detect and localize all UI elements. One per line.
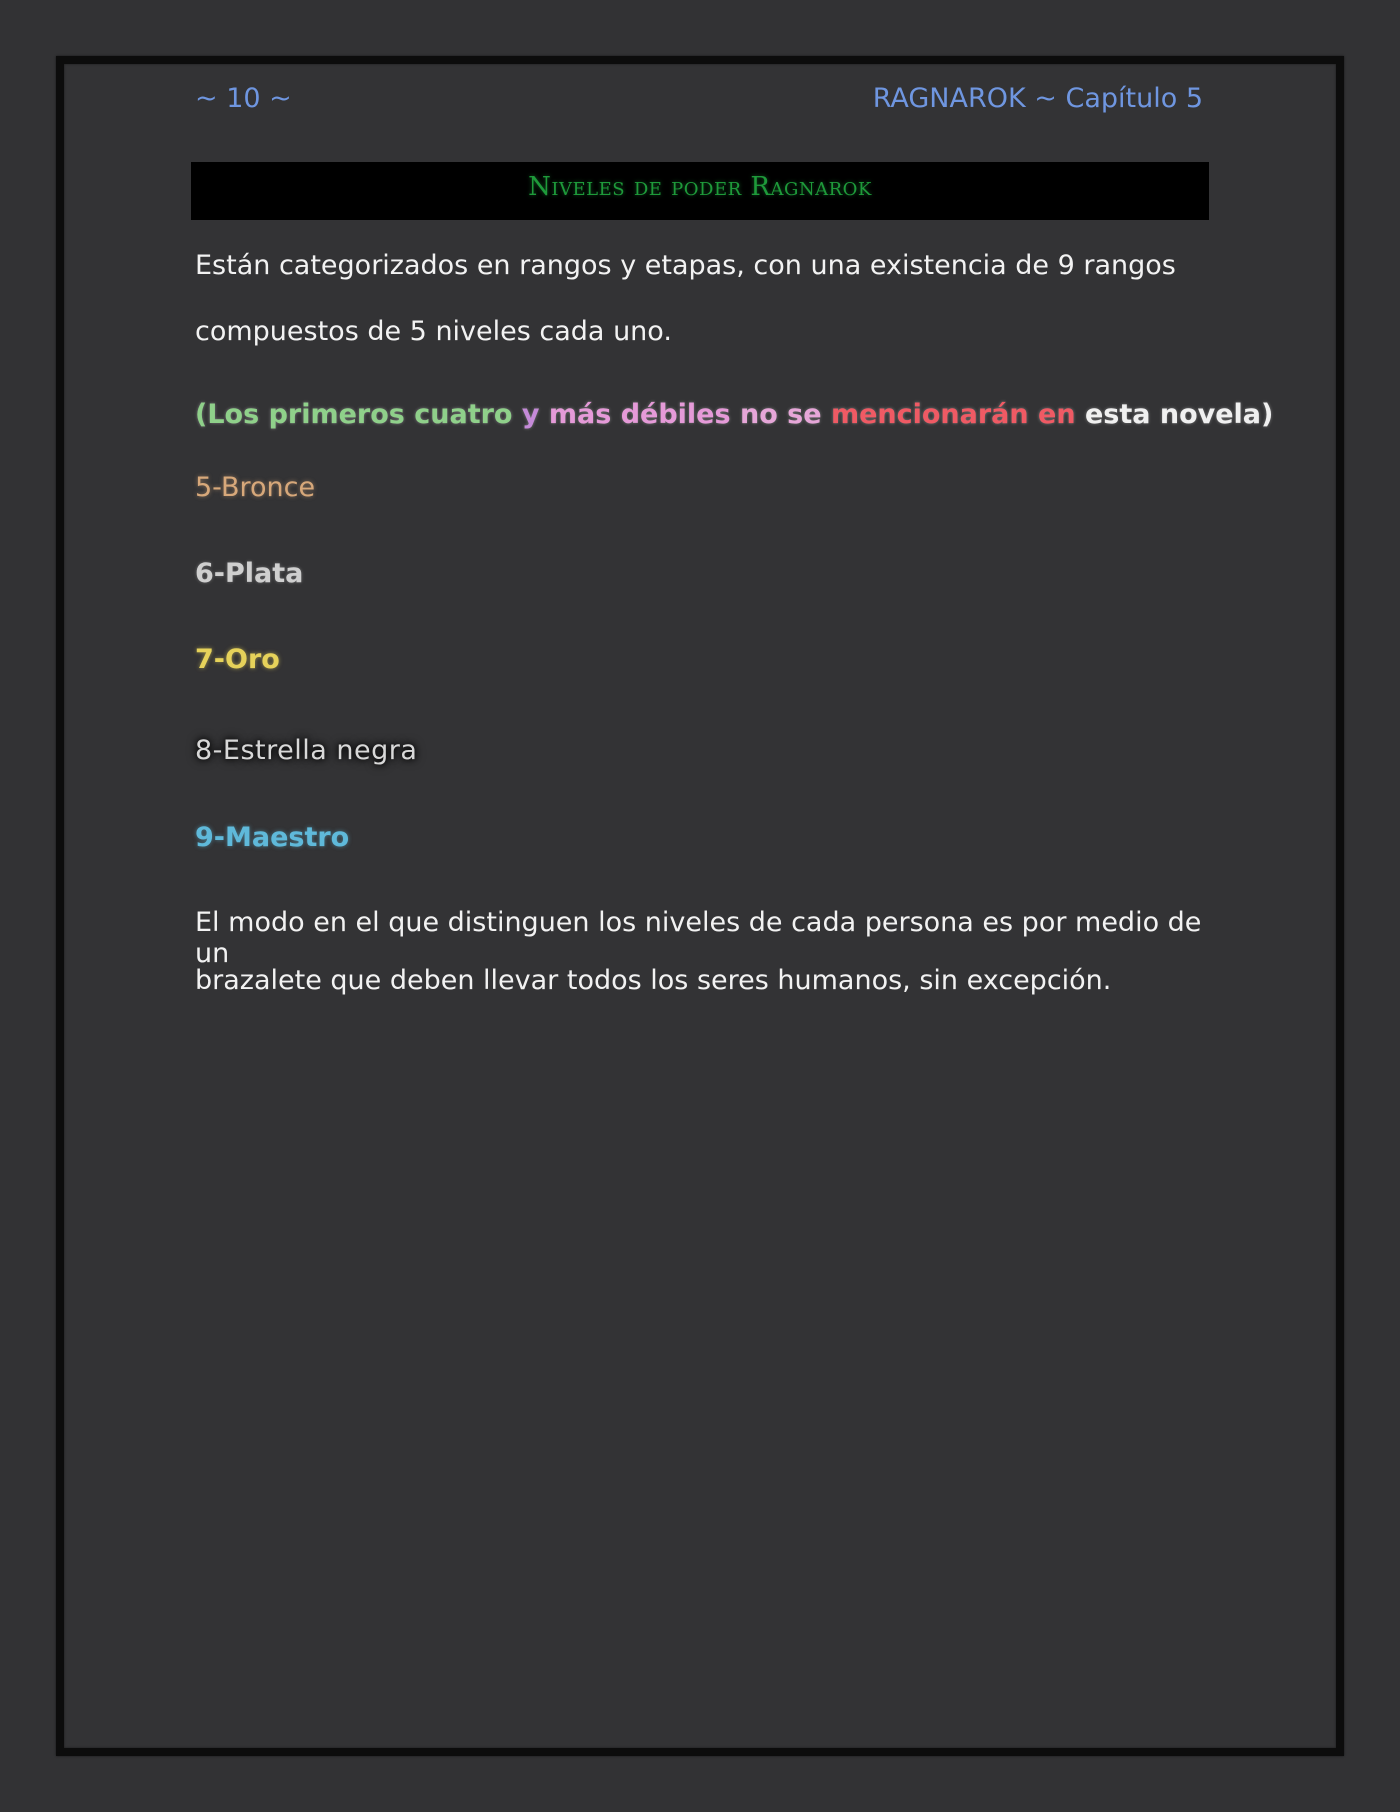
note-segment: más débiles (548, 399, 740, 430)
closing-paragraph-line-2: brazalete que deben llevar todos los seres humanos, sin excepción. (195, 965, 1112, 996)
rank-plata: 6-Plata (195, 558, 304, 589)
section-title-bar (191, 162, 1209, 220)
page-frame (56, 56, 1344, 1756)
note-segment: esta novela) (1084, 399, 1274, 430)
running-header: RAGNAROK ~ Capítulo 5 (872, 83, 1203, 114)
rank-maestro: 9-Maestro (195, 822, 350, 853)
note-segment: mencionarán en (830, 399, 1085, 430)
rank-oro: 7-Oro (195, 644, 280, 675)
note-segment: (Los primeros cuatro (195, 399, 522, 430)
colored-note (195, 399, 1273, 430)
section-title: Niveles de poder Ragnarok (528, 172, 872, 202)
closing-paragraph-line-1: El modo en el que distinguen los niveles de cada persona es por medio de un (195, 907, 1202, 969)
rank-bronce: 5-Bronce (195, 472, 316, 503)
note-segment: no se (739, 399, 831, 430)
page-number: ~ 10 ~ (195, 83, 292, 114)
note-segment: y (521, 399, 549, 430)
intro-paragraph-line-2: compuestos de 5 niveles cada uno. (195, 316, 672, 347)
intro-paragraph-line-1: Están categorizados en rangos y etapas, con una existencia de 9 rangos (195, 250, 1176, 281)
rank-estrella-negra: 8-Estrella negra (195, 735, 418, 766)
